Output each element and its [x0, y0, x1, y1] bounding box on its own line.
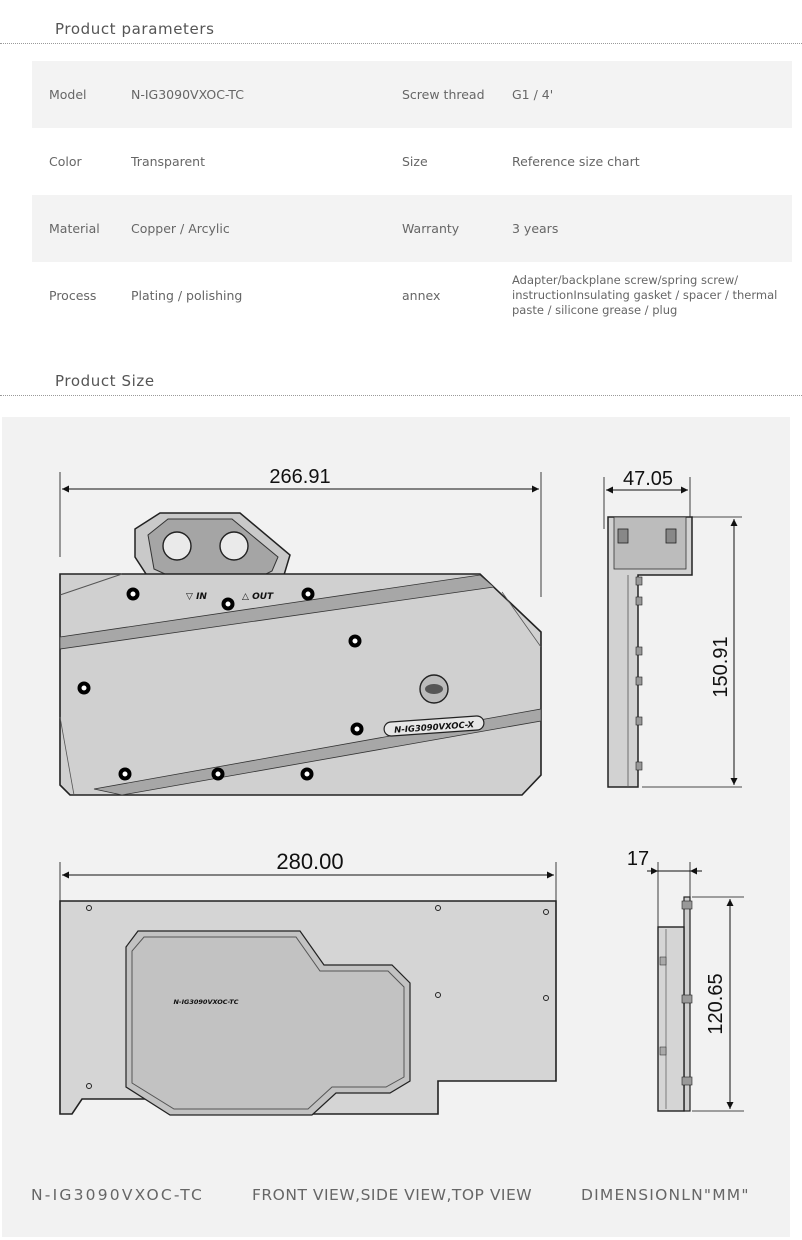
caption-units: DIMENSIONLN"MM" [581, 1186, 750, 1204]
param-row-model [32, 61, 792, 128]
front-view [60, 466, 541, 795]
port-in-icon [163, 532, 191, 560]
param-label: Model [49, 87, 87, 102]
param-label: Color [49, 154, 82, 169]
param-row-material [32, 195, 792, 262]
svg-text:△ OUT: △ OUT [242, 592, 274, 602]
caption-views: FRONT VIEW,SIDE VIEW,TOP VIEW [252, 1186, 533, 1204]
parameters-table [32, 61, 792, 329]
backplate-side-body [658, 927, 684, 1111]
dimension-front-width: 266.91 [269, 466, 331, 488]
port-out-icon [220, 532, 248, 560]
section-title-parameters [0, 0, 802, 44]
param-label: Warranty [402, 221, 460, 236]
technical-drawing [2, 417, 790, 1237]
param-row-process [32, 262, 792, 329]
dimension-backplate-height: 120.65 [705, 973, 727, 1035]
param-label: Material [49, 221, 100, 236]
caption-model: N-IG3090VXOC-TC [31, 1186, 205, 1204]
dimension-backplate-thickness: 17 [626, 848, 650, 870]
param-label: Screw thread [402, 87, 485, 102]
param-value: Copper / Arcylic [131, 221, 230, 236]
param-label: Size [402, 154, 428, 169]
param-value: Transparent [131, 154, 206, 169]
plate-label: N-IG3090VXOC-X [393, 720, 475, 736]
backplate-view [60, 849, 556, 1115]
annex-text: Adapter/backplane screw/spring screw/ instructionInsulating gasket / spacer / thermal paste / silicone grease / plug [512, 273, 778, 317]
side-view [604, 468, 742, 787]
svg-text:▽ IN: ▽ IN [186, 592, 207, 602]
param-value: N-IG3090VXOC-TC [131, 87, 244, 102]
param-value: Reference size chart [512, 154, 640, 169]
backplate-side-view [627, 848, 744, 1111]
dimension-side-thickness: 47.05 [622, 468, 674, 490]
backplate-label: N-IG3090VXOC-TC [173, 998, 239, 1006]
param-label: annex [402, 288, 441, 303]
param-value [512, 262, 782, 329]
label-out: OUT [252, 592, 274, 602]
drawing-svg [2, 417, 790, 1237]
dimension-height: 150.91 [710, 636, 732, 698]
section-title-text: Product parameters [55, 20, 215, 38]
section-title-size [0, 352, 802, 396]
param-row-color [32, 128, 792, 195]
section-title-text: Product Size [55, 372, 155, 390]
param-label: Process [49, 288, 97, 303]
dimension-backplate-width: 280.00 [276, 849, 344, 874]
param-value: G1 / 4' [512, 87, 554, 102]
label-in: IN [196, 592, 207, 602]
param-value: 3 years [512, 221, 559, 236]
param-value: Plating / polishing [131, 288, 243, 303]
